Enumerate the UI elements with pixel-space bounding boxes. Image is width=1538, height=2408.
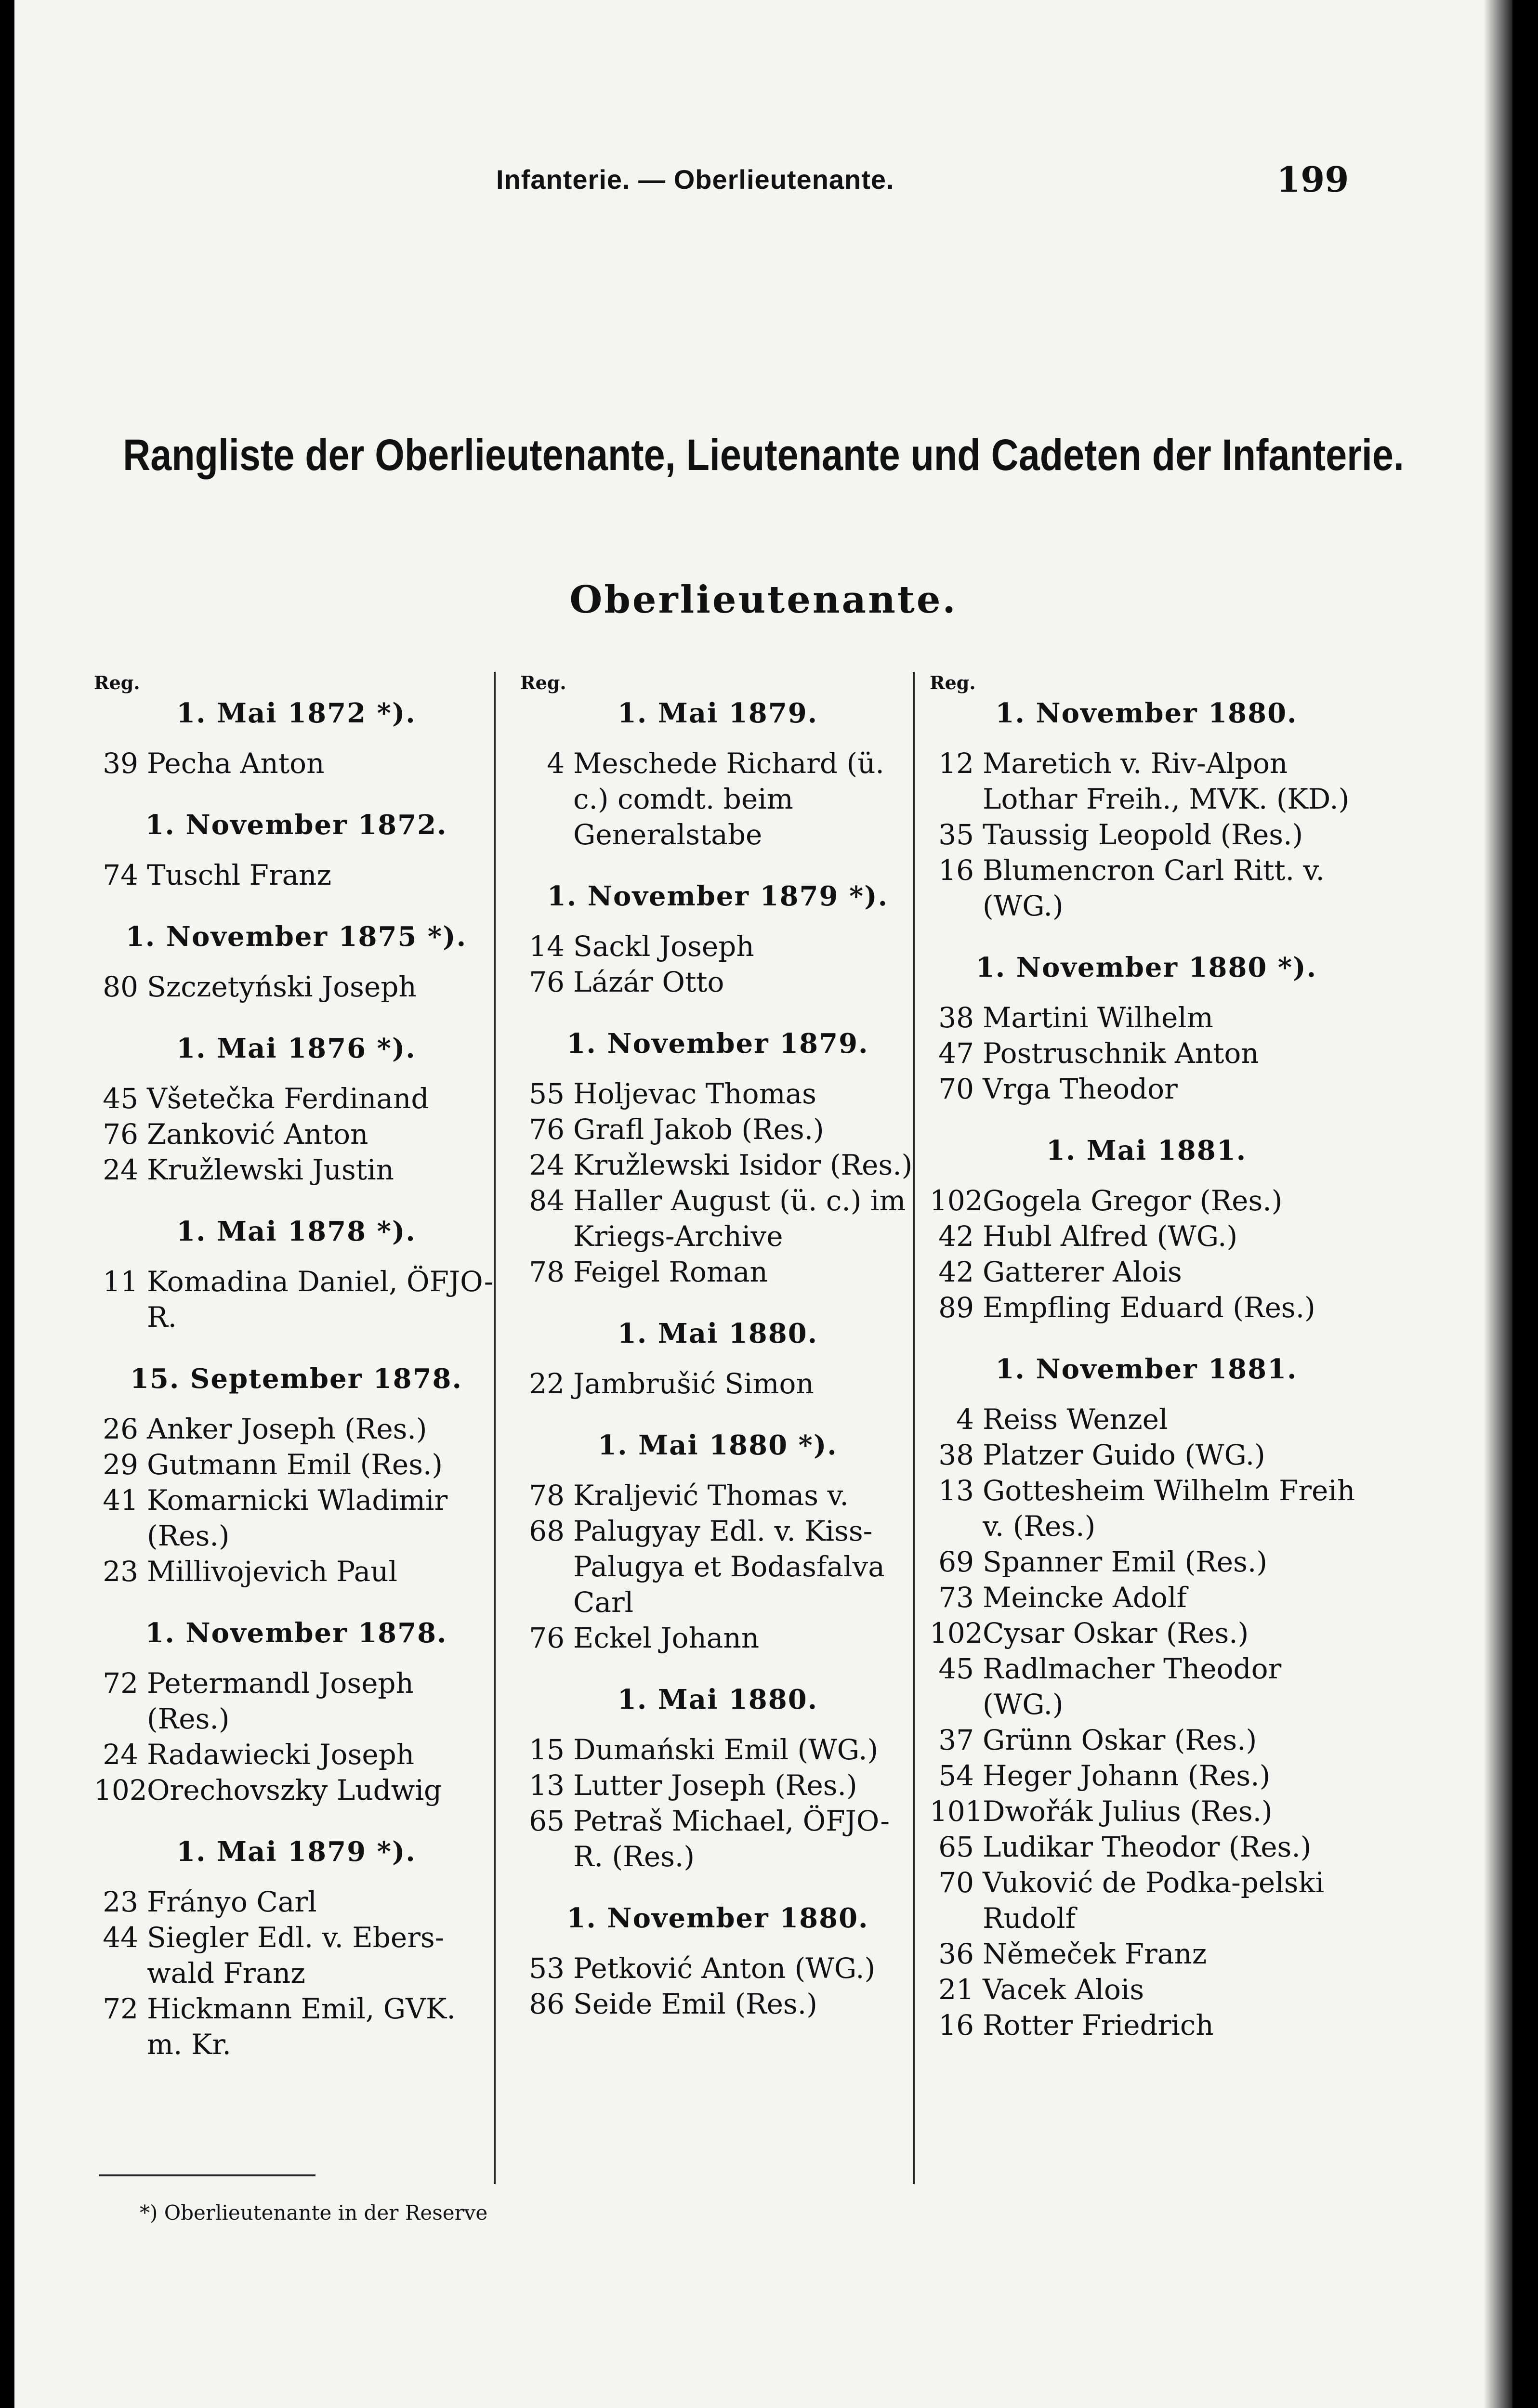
officer-entry bbox=[930, 1473, 1363, 1544]
regiment-number: 24 bbox=[103, 1738, 138, 1771]
page-edge-shadow bbox=[1484, 0, 1512, 2408]
column-divider bbox=[913, 672, 915, 2184]
regiment-number: 76 bbox=[529, 966, 565, 998]
officer-entry bbox=[930, 1254, 1363, 1290]
officer-entry bbox=[520, 1112, 915, 1147]
rank-column-2 bbox=[520, 672, 915, 2022]
regiment-number: 16 bbox=[938, 2009, 974, 2042]
regiment-number: 54 bbox=[938, 1759, 974, 1792]
regiment-number: 21 bbox=[938, 1973, 974, 2006]
regiment-number: 11 bbox=[103, 1265, 138, 1298]
officer-name: Spanner Emil (Res.) bbox=[983, 1545, 1267, 1578]
officer-entry bbox=[520, 1950, 915, 1986]
officer-name: Martini Wilhelm bbox=[983, 1001, 1213, 1034]
officer-entry bbox=[94, 1884, 499, 1920]
officer-entry bbox=[930, 1936, 1363, 1972]
officer-name: Meincke Adolf bbox=[983, 1581, 1187, 1614]
regiment-number: 84 bbox=[529, 1184, 565, 1217]
officer-name: Petković Anton (WG.) bbox=[573, 1952, 876, 1985]
regiment-number: 38 bbox=[938, 1001, 974, 1034]
rank-column-3 bbox=[930, 672, 1363, 2043]
officer-entry bbox=[520, 1254, 915, 1290]
officer-entry bbox=[520, 1803, 915, 1874]
footnote-rule bbox=[99, 2174, 315, 2176]
officer-entry bbox=[930, 1865, 1363, 1936]
regiment-number: 44 bbox=[103, 1921, 138, 1954]
regiment-number: 45 bbox=[938, 1652, 974, 1685]
officer-name: Gottesheim Wilhelm Freih v. (Res.) bbox=[983, 1474, 1355, 1543]
officer-entry bbox=[94, 1447, 499, 1482]
regiment-number: 22 bbox=[529, 1367, 565, 1400]
officer-name: Tuschl Franz bbox=[147, 859, 332, 891]
date-heading: 1. November 1875 *). bbox=[125, 921, 467, 953]
regiment-number: 35 bbox=[938, 818, 974, 851]
column-divider bbox=[494, 672, 496, 2184]
regiment-number: 73 bbox=[938, 1581, 974, 1614]
date-heading: 1. November 1879 *). bbox=[547, 880, 889, 912]
officer-name: Platzer Guido (WG.) bbox=[983, 1439, 1265, 1471]
officer-entry bbox=[930, 1000, 1363, 1035]
officer-entry bbox=[520, 1732, 915, 1767]
date-heading: 1. Mai 1872 *). bbox=[176, 697, 416, 729]
date-heading: 1. Mai 1880. bbox=[617, 1318, 818, 1349]
regiment-number: 24 bbox=[103, 1153, 138, 1186]
running-head: Infanterie. — Oberlieutenante. bbox=[496, 164, 894, 195]
officer-name: Ludikar Theodor (Res.) bbox=[983, 1831, 1312, 1863]
regiment-number: 45 bbox=[103, 1082, 138, 1115]
officer-name: Taussig Leopold (Res.) bbox=[983, 818, 1303, 851]
regiment-number: 72 bbox=[103, 1992, 138, 2025]
officer-name: Vacek Alois bbox=[983, 1973, 1144, 2006]
officer-name: Hickmann Emil, GVK. m. Kr. bbox=[147, 1992, 456, 2061]
officer-name: Pecha Anton bbox=[147, 747, 325, 780]
officer-name: Dumański Emil (WG.) bbox=[573, 1733, 879, 1766]
officer-entry bbox=[520, 1513, 915, 1620]
officer-name: Kružlewski Justin bbox=[147, 1153, 394, 1186]
regiment-number: 102 bbox=[930, 1184, 983, 1217]
officer-name: Petraš Michael, ÖFJO-R. (Res.) bbox=[573, 1805, 890, 1873]
regiment-number: 4 bbox=[956, 1403, 974, 1436]
regiment-number: 65 bbox=[529, 1805, 565, 1837]
regiment-number: 16 bbox=[938, 854, 974, 887]
officer-name: Radawiecki Joseph bbox=[147, 1738, 415, 1771]
officer-name: Komarnicki Wladimir (Res.) bbox=[147, 1484, 448, 1552]
officer-name: Sackl Joseph bbox=[573, 930, 754, 963]
officer-entry bbox=[930, 1218, 1363, 1254]
officer-entry bbox=[520, 1076, 915, 1112]
officer-name: Blumencron Carl Ritt. v. (WG.) bbox=[983, 854, 1325, 922]
regiment-number: 41 bbox=[103, 1484, 138, 1517]
date-heading: 1. November 1878. bbox=[145, 1617, 447, 1649]
officer-name: Gutmann Emil (Res.) bbox=[147, 1448, 443, 1481]
regiment-number: 23 bbox=[103, 1555, 138, 1588]
officer-name: Kružlewski Isidor (Res.) bbox=[573, 1149, 913, 1181]
officer-entry bbox=[930, 1722, 1363, 1758]
regiment-number: 68 bbox=[529, 1515, 565, 1547]
regiment-number: 4 bbox=[547, 747, 565, 780]
officer-name: Němeček Franz bbox=[983, 1937, 1207, 1970]
regiment-number: 38 bbox=[938, 1439, 974, 1471]
regiment-number: 76 bbox=[529, 1113, 565, 1146]
officer-entry bbox=[520, 1767, 915, 1803]
officer-entry bbox=[520, 929, 915, 964]
date-heading: 1. November 1881. bbox=[995, 1353, 1298, 1385]
officer-entry bbox=[930, 746, 1363, 817]
regiment-number: 102 bbox=[94, 1774, 147, 1806]
date-heading: 1. Mai 1879 *). bbox=[176, 1836, 416, 1868]
regiment-number: 69 bbox=[938, 1545, 974, 1578]
officer-name: Szczetyński Joseph bbox=[147, 970, 417, 1003]
officer-entry bbox=[94, 1554, 499, 1589]
officer-name: Feigel Roman bbox=[573, 1256, 768, 1288]
officer-entry bbox=[94, 1665, 499, 1737]
regiment-number: 102 bbox=[930, 1617, 983, 1649]
officer-name: Anker Joseph (Res.) bbox=[147, 1413, 427, 1445]
page-title: Rangliste der Oberlieutenante, Lieutenante und Cadeten der Infanterie. bbox=[123, 431, 1404, 480]
regiment-number: 76 bbox=[529, 1622, 565, 1654]
officer-entry bbox=[94, 1482, 499, 1554]
officer-name: Orechovszky Ludwig bbox=[147, 1774, 442, 1806]
regiment-number: 14 bbox=[529, 930, 565, 963]
regiment-number: 42 bbox=[938, 1256, 974, 1288]
footnote: *) Oberlieutenante in der Reserve bbox=[140, 2201, 488, 2225]
regiment-number: 15 bbox=[529, 1733, 565, 1766]
date-heading: 1. November 1879. bbox=[566, 1028, 869, 1060]
officer-name: Maretich v. Riv-Alpon Lothar Freih., MVK. (KD.) bbox=[983, 747, 1350, 815]
officer-entry bbox=[520, 964, 915, 1000]
officer-name: Vrga Theodor bbox=[983, 1073, 1178, 1105]
officer-entry bbox=[930, 1290, 1363, 1325]
regiment-number: 78 bbox=[529, 1479, 565, 1512]
officer-entry bbox=[520, 1183, 915, 1254]
officer-entry bbox=[930, 2007, 1363, 2043]
officer-entry bbox=[520, 746, 915, 852]
date-heading: 1. Mai 1880. bbox=[617, 1684, 818, 1715]
officer-name: Siegler Edl. v. Ebers-wald Franz bbox=[147, 1921, 445, 1989]
regiment-number: 86 bbox=[529, 1988, 565, 2020]
officer-entry bbox=[520, 1147, 915, 1183]
regiment-number: 70 bbox=[938, 1073, 974, 1105]
officer-name: Jambrušić Simon bbox=[573, 1367, 814, 1400]
officer-name: Seide Emil (Res.) bbox=[573, 1988, 817, 2020]
officer-name: Postruschnik Anton bbox=[983, 1037, 1259, 1070]
rank-column-1 bbox=[94, 672, 499, 2062]
reg-label: Reg. bbox=[520, 672, 566, 694]
officer-name: Vuković de Podka-pelski Rudolf bbox=[983, 1866, 1325, 1935]
officer-name: Empfling Eduard (Res.) bbox=[983, 1291, 1315, 1324]
regiment-number: 12 bbox=[938, 747, 974, 780]
officer-entry bbox=[94, 1920, 499, 1991]
date-heading: 1. Mai 1881. bbox=[1046, 1135, 1247, 1166]
officer-entry bbox=[930, 1972, 1363, 2007]
officer-entry bbox=[94, 1116, 499, 1152]
reg-label: Reg. bbox=[94, 672, 140, 694]
officer-entry bbox=[930, 1401, 1363, 1437]
regiment-number: 80 bbox=[103, 970, 138, 1003]
date-heading: 1. November 1880. bbox=[995, 697, 1298, 729]
officer-entry bbox=[930, 817, 1363, 852]
officer-entry bbox=[520, 1366, 915, 1401]
officer-entry bbox=[930, 1071, 1363, 1107]
date-heading: 1. November 1872. bbox=[145, 809, 447, 841]
section-subtitle: Oberlieutenante. bbox=[569, 578, 958, 622]
officer-entry bbox=[520, 1620, 915, 1656]
regiment-number: 101 bbox=[930, 1795, 983, 1828]
regiment-number: 42 bbox=[938, 1220, 974, 1253]
regiment-number: 26 bbox=[103, 1413, 138, 1445]
officer-entry bbox=[94, 1152, 499, 1188]
date-heading: 1. Mai 1878 *). bbox=[176, 1216, 416, 1247]
regiment-number: 29 bbox=[103, 1448, 138, 1481]
officer-name: Heger Johann (Res.) bbox=[983, 1759, 1271, 1792]
regiment-number: 55 bbox=[529, 1077, 565, 1110]
regiment-number: 23 bbox=[103, 1885, 138, 1918]
regiment-number: 78 bbox=[529, 1256, 565, 1288]
officer-entry bbox=[520, 1478, 915, 1513]
officer-name: Palugyay Edl. v. Kiss-Palugya et Bodasfalva Carl bbox=[573, 1515, 885, 1619]
officer-entry bbox=[930, 1183, 1363, 1218]
date-heading: 1. November 1880. bbox=[566, 1902, 869, 1934]
regiment-number: 13 bbox=[529, 1769, 565, 1802]
officer-name: Eckel Johann bbox=[573, 1622, 760, 1654]
regiment-number: 53 bbox=[529, 1952, 565, 1985]
officer-entry bbox=[94, 746, 499, 781]
officer-entry bbox=[94, 1772, 499, 1808]
officer-entry bbox=[930, 1829, 1363, 1865]
officer-entry bbox=[930, 1615, 1363, 1651]
officer-name: Lutter Joseph (Res.) bbox=[573, 1769, 857, 1802]
officer-entry bbox=[94, 969, 499, 1005]
officer-entry bbox=[930, 1793, 1363, 1829]
page-number: 199 bbox=[1276, 159, 1349, 200]
officer-name: Kraljević Thomas v. bbox=[573, 1479, 849, 1512]
officer-name: Rotter Friedrich bbox=[983, 2009, 1214, 2042]
regiment-number: 70 bbox=[938, 1866, 974, 1899]
officer-entry bbox=[930, 1580, 1363, 1615]
officer-name: Millivojevich Paul bbox=[147, 1555, 398, 1588]
regiment-number: 39 bbox=[103, 747, 138, 780]
officer-entry bbox=[94, 1737, 499, 1772]
officer-name: Grafl Jakob (Res.) bbox=[573, 1113, 824, 1146]
officer-name: Gatterer Alois bbox=[983, 1256, 1182, 1288]
officer-name: Cysar Oskar (Res.) bbox=[983, 1617, 1249, 1649]
officer-name: Radlmacher Theodor (WG.) bbox=[983, 1652, 1282, 1721]
officer-name: Všetečka Ferdinand bbox=[147, 1082, 429, 1115]
officer-entry bbox=[94, 1411, 499, 1447]
regiment-number: 47 bbox=[938, 1037, 974, 1070]
officer-name: Lázár Otto bbox=[573, 966, 724, 998]
regiment-number: 89 bbox=[938, 1291, 974, 1324]
regiment-number: 76 bbox=[103, 1118, 138, 1151]
regiment-number: 65 bbox=[938, 1831, 974, 1863]
officer-entry bbox=[94, 1991, 499, 2062]
reg-label: Reg. bbox=[930, 672, 976, 694]
regiment-number: 24 bbox=[529, 1149, 565, 1181]
regiment-number: 37 bbox=[938, 1724, 974, 1756]
officer-entry bbox=[94, 1264, 499, 1335]
date-heading: 15. September 1878. bbox=[130, 1363, 463, 1395]
regiment-number: 13 bbox=[938, 1474, 974, 1507]
officer-name: Dwořák Julius (Res.) bbox=[983, 1795, 1273, 1828]
book-page bbox=[14, 0, 1512, 2408]
officer-entry bbox=[94, 857, 499, 893]
regiment-number: 36 bbox=[938, 1937, 974, 1970]
officer-name: Meschede Richard (ü. c.) comdt. beim Generalstabe bbox=[573, 747, 884, 851]
officer-name: Zanković Anton bbox=[147, 1118, 368, 1151]
officer-name: Haller August (ü. c.) im Kriegs-Archive bbox=[573, 1184, 906, 1253]
regiment-number: 72 bbox=[103, 1667, 138, 1700]
officer-name: Grünn Oskar (Res.) bbox=[983, 1724, 1257, 1756]
officer-entry bbox=[930, 1758, 1363, 1793]
regiment-number: 74 bbox=[103, 859, 138, 891]
officer-entry bbox=[930, 1437, 1363, 1473]
officer-name: Hubl Alfred (WG.) bbox=[983, 1220, 1238, 1253]
officer-name: Komadina Daniel, ÖFJO-R. bbox=[147, 1265, 494, 1334]
officer-name: Petermandl Joseph (Res.) bbox=[147, 1667, 414, 1735]
officer-entry bbox=[930, 852, 1363, 924]
officer-name: Reiss Wenzel bbox=[983, 1403, 1168, 1436]
officer-name: Holjevac Thomas bbox=[573, 1077, 816, 1110]
date-heading: 1. Mai 1879. bbox=[617, 697, 818, 729]
officer-entry bbox=[94, 1081, 499, 1116]
officer-name: Fránуo Carl bbox=[147, 1885, 317, 1918]
date-heading: 1. November 1880 *). bbox=[975, 952, 1317, 983]
officer-entry bbox=[520, 1986, 915, 2022]
officer-entry bbox=[930, 1651, 1363, 1722]
date-heading: 1. Mai 1876 *). bbox=[176, 1033, 416, 1064]
officer-entry bbox=[930, 1544, 1363, 1580]
officer-entry bbox=[930, 1035, 1363, 1071]
date-heading: 1. Mai 1880 *). bbox=[598, 1429, 838, 1461]
officer-name: Gogela Gregor (Res.) bbox=[983, 1184, 1283, 1217]
